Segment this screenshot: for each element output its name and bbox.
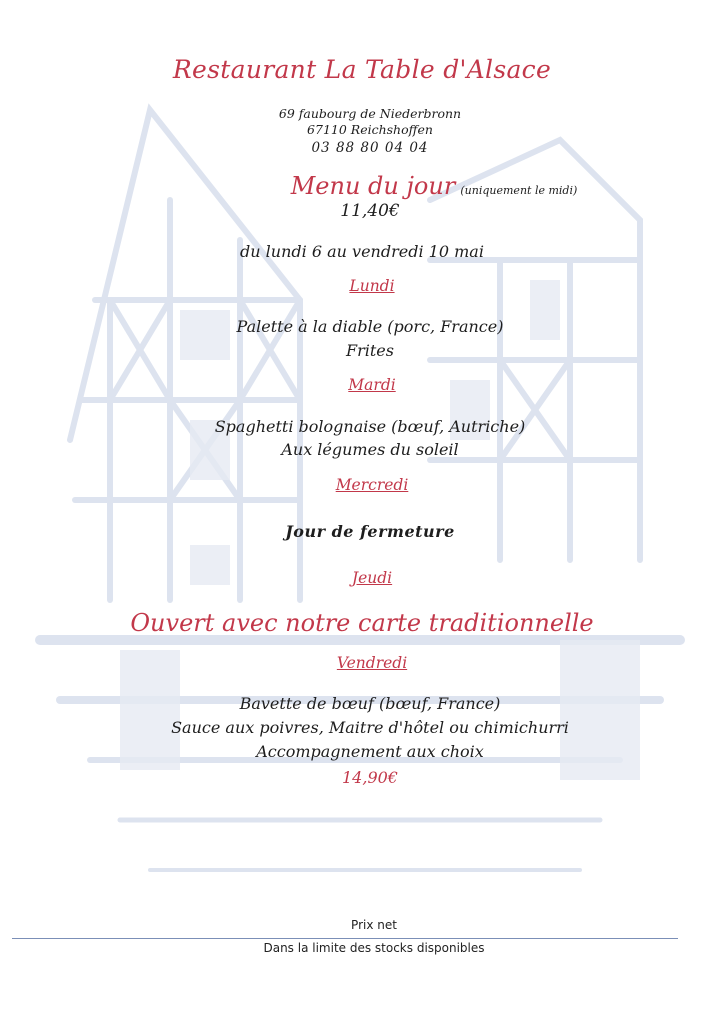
address-city: 67110 Reichshoffen	[307, 122, 433, 137]
day-label-friday: Vendredi	[336, 654, 408, 672]
tuesday-dish-line2: Aux légumes du soleil	[281, 440, 459, 459]
phone-number: 03 88 80 04 04	[311, 140, 429, 156]
menu-heading: Menu du jour	[290, 172, 456, 200]
restaurant-name: Restaurant La Table d'Alsace	[172, 55, 552, 84]
address-street: 69 faubourg de Niederbronn	[278, 106, 462, 121]
friday-dish-line1: Bavette de bœuf (bœuf, France)	[239, 694, 501, 713]
footer-net-price: Prix net	[351, 918, 397, 932]
menu-heading-row	[72, 172, 724, 200]
friday-price: 14,90€	[342, 768, 398, 787]
menu-heading-note: (uniquement le midi)	[460, 184, 578, 197]
menu-dates: du lundi 6 au vendredi 10 mai	[240, 242, 484, 261]
thursday-open-note: Ouvert avec notre carte traditionnelle	[130, 609, 594, 637]
day-label-wednesday: Mercredi	[335, 476, 409, 494]
monday-dish-line2: Frites	[346, 341, 394, 360]
friday-dish-line2: Sauce aux poivres, Maitre d'hôtel ou chimichurri	[171, 718, 569, 737]
menu-price: 11,40€	[340, 201, 400, 221]
day-label-thursday: Jeudi	[351, 569, 393, 587]
day-label-monday: Lundi	[349, 277, 395, 295]
tuesday-dish-line1: Spaghetti bolognaise (bœuf, Autriche)	[214, 417, 526, 436]
monday-dish-line1: Palette à la diable (porc, France)	[236, 317, 504, 336]
day-label-tuesday: Mardi	[348, 376, 396, 394]
footer-divider	[12, 938, 678, 939]
footer-stock-note: Dans la limite des stocks disponibles	[263, 941, 485, 955]
friday-dish-line3: Accompagnement aux choix	[256, 742, 484, 761]
wednesday-closed: Jour de fermeture	[285, 522, 455, 541]
